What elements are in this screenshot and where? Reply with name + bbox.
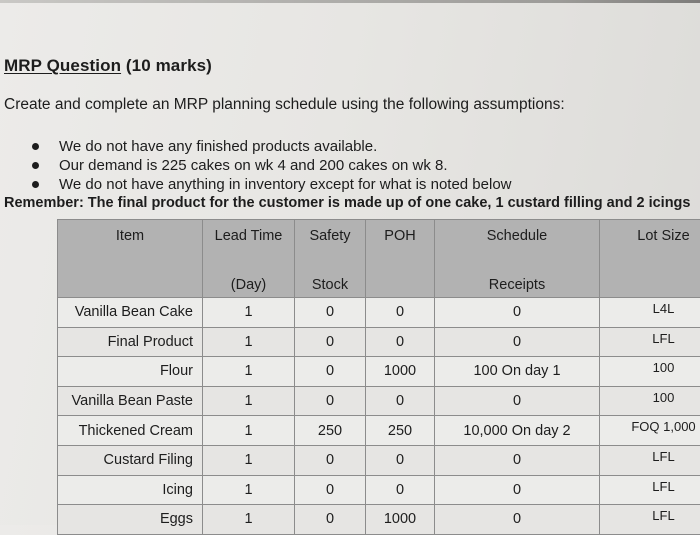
cell-lead-time: 1 (203, 416, 295, 446)
cell-lot-size: LFL (600, 445, 700, 475)
cell-safety-stock: 0 (295, 445, 366, 475)
cell-receipts: 0 (435, 505, 600, 535)
cell-poh: 0 (366, 327, 435, 357)
cell-receipts: 0 (435, 475, 600, 505)
cell-item: Vanilla Bean Paste (58, 386, 203, 416)
table-row (58, 298, 700, 328)
cell-lot-size: FOQ 1,000 (600, 416, 700, 446)
cell-lead-time: 1 (203, 475, 295, 505)
cell-lot-size: LFL (600, 475, 700, 505)
cell-safety-stock: 0 (295, 475, 366, 505)
cell-safety-stock: 0 (295, 327, 366, 357)
mrp-data-table (57, 219, 700, 535)
question-intro: Create and complete an MRP planning schedule using the following assumptions: (4, 96, 565, 114)
question-marks: (10 marks) (121, 56, 212, 75)
header-lead-time-unit: (Day) (203, 272, 295, 298)
cell-lot-size: LFL (600, 327, 700, 357)
cell-poh: 1000 (366, 505, 435, 535)
cell-safety-stock: 0 (295, 505, 366, 535)
cell-receipts: 100 On day 1 (435, 357, 600, 387)
cell-lot-size: LFL (600, 505, 700, 535)
header-schedule: Schedule (435, 220, 600, 273)
assumption-item: Our demand is 225 cakes on wk 4 and 200 cakes on wk 8. (32, 156, 512, 175)
cell-poh: 250 (366, 416, 435, 446)
cell-poh: 0 (366, 298, 435, 328)
cell-lot-size: 100 (600, 386, 700, 416)
cell-poh: 0 (366, 386, 435, 416)
question-heading (4, 56, 212, 76)
cell-receipts: 0 (435, 298, 600, 328)
cell-lead-time: 1 (203, 357, 295, 387)
cell-lead-time: 1 (203, 298, 295, 328)
remember-note: Remember: The final product for the customer is made up of one cake, 1 custard filling and 2 icings (4, 195, 690, 211)
cell-receipts: 0 (435, 327, 600, 357)
cell-item: Thickened Cream (58, 416, 203, 446)
cell-safety-stock: 250 (295, 416, 366, 446)
table-row (58, 445, 700, 475)
cell-receipts: 0 (435, 445, 600, 475)
header-poh: POH (366, 220, 435, 298)
cell-item: Eggs (58, 505, 203, 535)
cell-poh: 0 (366, 445, 435, 475)
cell-item: Icing (58, 475, 203, 505)
table-row (58, 327, 700, 357)
cell-item: Vanilla Bean Cake (58, 298, 203, 328)
cell-lead-time: 1 (203, 505, 295, 535)
cell-poh: 1000 (366, 357, 435, 387)
assumption-item: We do not have anything in inventory except for what is noted below (32, 175, 512, 194)
cell-safety-stock: 0 (295, 386, 366, 416)
assumption-item: We do not have any finished products available. (32, 137, 512, 156)
cell-lead-time: 1 (203, 445, 295, 475)
cell-lead-time: 1 (203, 386, 295, 416)
top-edge-divider (0, 0, 700, 3)
header-lot-size: Lot Size (600, 220, 700, 298)
table-row (58, 505, 700, 535)
cell-safety-stock: 0 (295, 298, 366, 328)
table-row (58, 386, 700, 416)
cell-item: Custard Filing (58, 445, 203, 475)
question-title: MRP Question (4, 56, 121, 75)
cell-lead-time: 1 (203, 327, 295, 357)
cell-item: Final Product (58, 327, 203, 357)
cell-lot-size: 100 (600, 357, 700, 387)
cell-poh: 0 (366, 475, 435, 505)
table-row (58, 357, 700, 387)
cell-lot-size: L4L (600, 298, 700, 328)
header-schedule-sub: Receipts (435, 272, 600, 298)
assumption-list (32, 137, 512, 194)
cell-receipts: 10,000 On day 2 (435, 416, 600, 446)
header-lead-time: Lead Time (203, 220, 295, 273)
cell-item: Flour (58, 357, 203, 387)
header-item: Item (58, 220, 203, 298)
table-row (58, 475, 700, 505)
table-row (58, 416, 700, 446)
header-safety-sub: Stock (295, 272, 366, 298)
cell-receipts: 0 (435, 386, 600, 416)
header-safety: Safety (295, 220, 366, 273)
cell-safety-stock: 0 (295, 357, 366, 387)
